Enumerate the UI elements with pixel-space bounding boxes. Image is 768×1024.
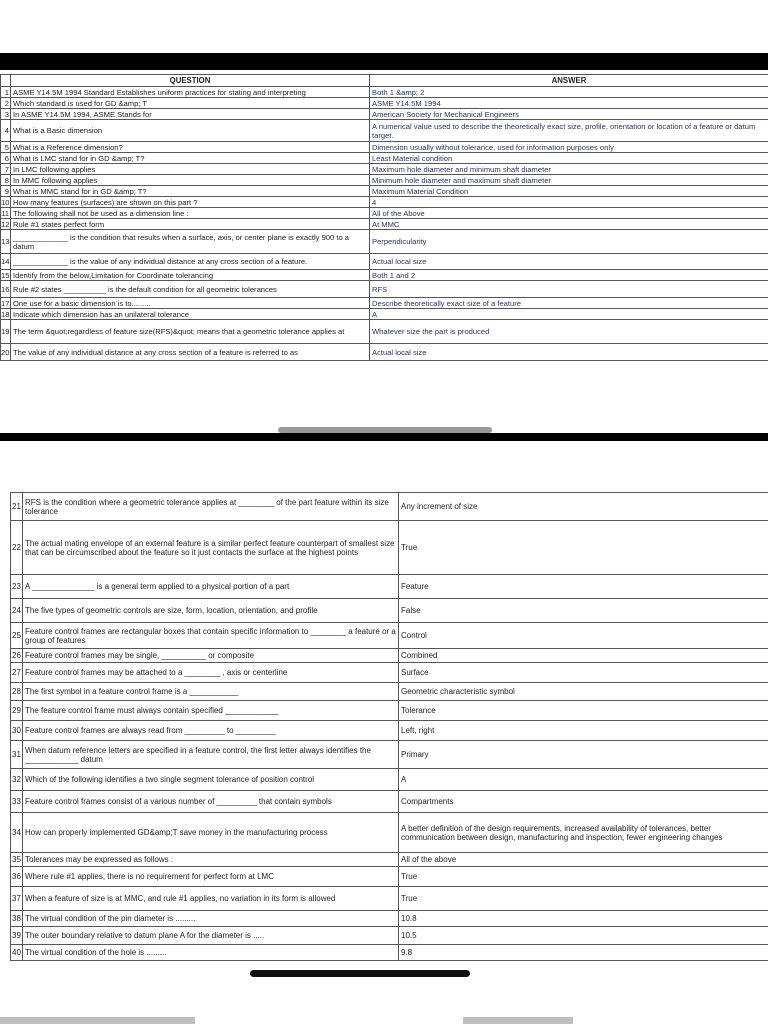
answer-cell: Maximum hole diameter and minimum shaft diameter (370, 164, 768, 175)
answer-cell: Control (399, 623, 768, 649)
top-black-bar (0, 53, 768, 70)
answer-cell: True (399, 521, 768, 575)
row-number: 33 (11, 791, 23, 813)
answer-cell: Maximum Material Condition (370, 186, 768, 197)
answer-cell: Whatever size the part is produced (370, 320, 768, 344)
answer-cell: Actual local size (370, 254, 768, 270)
question-cell: _____________ is the condition that results when a surface, axis, or center plane is exactly 900 to a datum (11, 230, 370, 254)
answer-cell: A (370, 309, 768, 320)
home-indicator-bar[interactable] (250, 970, 470, 977)
table-row (1, 309, 768, 320)
table-header-row (1, 75, 768, 87)
answer-cell: Any increment of size (399, 493, 768, 521)
row-number: 16 (1, 281, 11, 298)
question-cell: In ASME Y14.5M 1994, ASME Stands for (11, 109, 370, 120)
table-row (11, 721, 768, 741)
answer-cell: False (399, 599, 768, 623)
answer-cell: Dimension usually without tolerance, used for information purposes only (370, 142, 768, 153)
row-number: 26 (11, 649, 23, 663)
answer-cell: Feature (399, 575, 768, 599)
question-cell: The feature control frame must always contain specified ____________ (23, 701, 399, 721)
question-cell: Rule #1 states perfect form (11, 219, 370, 230)
question-cell: When datum reference letters are specified in a feature control, the first letter always identifies the ____________ datum (23, 741, 399, 769)
row-number: 36 (11, 867, 23, 887)
question-cell: The five types of geometric controls are size, form, location, orientation, and profile (23, 599, 399, 623)
row-number: 31 (11, 741, 23, 769)
question-cell: The virtual condition of the pin diameter is ......... (23, 911, 399, 927)
table-row (11, 599, 768, 623)
table-row (11, 683, 768, 701)
answer-cell: At MMC (370, 219, 768, 230)
table-row (11, 521, 768, 575)
table-row (1, 109, 768, 120)
question-cell: Identify from the below,Limitation for Coordinate tolerancing (11, 270, 370, 281)
row-number: 37 (11, 887, 23, 911)
cut-off-text-left (0, 1017, 195, 1024)
question-cell: The first symbol in a feature control frame is a ___________ (23, 683, 399, 701)
row-number: 28 (11, 683, 23, 701)
answer-cell: Tolerance (399, 701, 768, 721)
qa-table-part-1 (0, 74, 768, 361)
question-cell: The virtual condition of the hole is ......... (23, 945, 399, 961)
header-answer: ANSWER (370, 75, 768, 87)
question-cell: Which of the following identifies a two single segment tolerance of position control (23, 769, 399, 791)
question-cell: One use for a basic dimension is to......... (11, 298, 370, 309)
row-number: 38 (11, 911, 23, 927)
table-row (1, 208, 768, 219)
answer-cell: All of the above (399, 853, 768, 867)
answer-cell: Combined (399, 649, 768, 663)
row-number: 39 (11, 927, 23, 945)
row-number: 15 (1, 270, 10, 280)
answer-cell: Actual local size (370, 344, 768, 361)
row-number: 30 (11, 721, 23, 741)
answer-cell: Describe theoretically exact size of a feature (370, 298, 768, 309)
answer-cell: A (399, 769, 768, 791)
row-number: 3 (1, 109, 11, 120)
question-cell: _____________ is the value of any individual distance at any cross section of a feature. (11, 254, 370, 270)
table-row (11, 853, 768, 867)
answer-cell: A numerical value used to describe the theoretically exact size, profile, orientation or location of a feature or datum target. (370, 120, 768, 142)
row-number: 25 (11, 623, 23, 649)
row-number: 14 (1, 254, 11, 270)
row-number: 27 (11, 663, 23, 683)
table-row (11, 945, 768, 961)
question-cell: The outer boundary relative to datum plane A for the diameter is ..... (23, 927, 399, 945)
row-number: 6 (1, 153, 11, 164)
table-row (1, 153, 768, 164)
header-number (1, 75, 11, 87)
table-row (1, 87, 768, 98)
table-row (11, 911, 768, 927)
question-cell: What is a Reference dimension? (11, 142, 370, 153)
row-number: 40 (11, 945, 23, 961)
row-number: 8 (1, 175, 11, 186)
answer-cell: Left, right (399, 721, 768, 741)
row-number: 24 (11, 599, 23, 623)
question-cell: The value of any individual distance at any cross section of a feature is referred to as (11, 344, 370, 361)
answer-cell: 4 (370, 197, 768, 208)
table-row (1, 98, 768, 109)
header-question: QUESTION (11, 75, 370, 87)
answer-cell: Geometric characteristic symbol (399, 683, 768, 701)
question-cell: Feature control frames may be single, __________ or composite (23, 649, 399, 663)
answer-cell: Surface (399, 663, 768, 683)
table-row (11, 887, 768, 911)
question-cell: Feature control frames consist of a various number of _________ that contain symbols (23, 791, 399, 813)
question-cell: Where rule #1 applies, there is no requirement for perfect form at LMC (23, 867, 399, 887)
row-number: 18 (1, 309, 10, 319)
table-row (1, 120, 768, 142)
answer-cell: Compartments (399, 791, 768, 813)
table-row (11, 741, 768, 769)
question-cell: Rule #2 states __________ is the default condition for all geometric tolerances (11, 281, 370, 298)
table-row (1, 175, 768, 186)
question-cell: Feature control frames may be attached to a ________ , axis or centerline (23, 663, 399, 683)
row-number: 22 (11, 521, 23, 575)
question-cell: How can properly implemented GD&amp;T save money in the manufacturing process (23, 813, 399, 853)
answer-cell: Least Material condition (370, 153, 768, 164)
row-number: 2 (1, 98, 11, 109)
answer-cell: 10.5 (399, 927, 768, 945)
row-number: 17 (1, 298, 10, 308)
row-number: 23 (11, 575, 23, 599)
row-number: 13 (1, 230, 11, 254)
question-cell: Which standard is used for GD &amp; T (11, 98, 370, 109)
table-row (1, 142, 768, 153)
table-row (1, 219, 768, 230)
question-cell: The actual mating envelope of an external feature is a similar perfect feature counterpart of smallest size that can be circumscribed about the feature so it just contacts the surface at the highest points (23, 521, 399, 575)
table-row (11, 649, 768, 663)
answer-cell: RFS (370, 281, 768, 298)
table-row (1, 197, 768, 208)
row-number: 11 (1, 208, 9, 218)
row-number: 7 (1, 164, 11, 175)
question-cell: A ______________ is a general term applied to a physical portion of a part (23, 575, 399, 599)
row-number: 12 (1, 219, 10, 229)
row-number: 4 (1, 120, 11, 142)
row-number: 34 (11, 813, 23, 853)
table-row (1, 298, 768, 309)
answer-cell: 9.8 (399, 945, 768, 961)
table-row (11, 769, 768, 791)
row-number: 21 (11, 493, 23, 521)
question-cell: Feature control frames are always read from _________ to _________ (23, 721, 399, 741)
question-cell: What is a Basic dimension (11, 120, 370, 142)
answer-cell: All of the Above (370, 208, 768, 219)
answer-cell: A better definition of the design requirements, increased availability of tolerances, better communication between design, manufacturing and inspection, fewer engineering changes (399, 813, 768, 853)
answer-cell: Minimum hole diameter and maximum shaft diameter (370, 175, 768, 186)
question-cell: What is LMC stand for in GD &amp; T? (11, 153, 370, 164)
row-number: 32 (11, 769, 23, 791)
question-cell: Feature control frames are rectangular boxes that contain specific information to ________ a feature or a group of features (23, 623, 399, 649)
table-row (1, 344, 768, 361)
table-row (11, 927, 768, 945)
table-row (11, 813, 768, 853)
table-row (11, 867, 768, 887)
question-cell: The term &quot;regardless of feature size(RFS)&quot; means that a geometric tolerance applies at (11, 320, 370, 344)
table-row (11, 663, 768, 683)
question-cell: RFS is the condition where a geometric tolerance applies at ________ of the part feature within its size tolerance (23, 493, 399, 521)
row-number: 9 (1, 186, 11, 197)
row-number: 20 (1, 344, 11, 361)
answer-cell: American Society for Mechanical Engineers (370, 109, 768, 120)
cut-off-text-right (463, 1017, 573, 1024)
row-number: 35 (11, 853, 23, 867)
row-number: 19 (1, 320, 11, 344)
answer-cell: ASME Y14.5M 1994 (370, 98, 768, 109)
row-number: 5 (1, 142, 11, 153)
row-number: 29 (11, 701, 23, 721)
table-row (1, 281, 768, 298)
table-row (11, 791, 768, 813)
question-cell: Tolerances may be expressed as follows : (23, 853, 399, 867)
question-cell: In MMC following applies (11, 175, 370, 186)
table-row (1, 270, 768, 281)
question-cell: Indicate which dimension has an unilateral tolerance (11, 309, 370, 320)
table-row (1, 164, 768, 175)
table-row (11, 623, 768, 649)
answer-cell: 10.8 (399, 911, 768, 927)
table-row (1, 186, 768, 197)
question-cell: In LMC following applies (11, 164, 370, 175)
table-row (1, 320, 768, 344)
question-cell: ASME Y14.5M 1994 Standard Establishes uniform practices for stating and interpreting (11, 87, 370, 98)
answer-cell: Primary (399, 741, 768, 769)
row-number: 1 (1, 87, 11, 98)
answer-cell: Perpendicularity (370, 230, 768, 254)
middle-black-bar (0, 433, 768, 441)
table-row (11, 701, 768, 721)
table-row (11, 575, 768, 599)
answer-cell: Both 1 and 2 (370, 270, 768, 281)
question-cell: The following shall not be used as a dimension line : (11, 208, 370, 219)
table-row (1, 254, 768, 270)
question-cell: When a feature of size is at MMC, and rule #1 applies, no variation in its form is allowed (23, 887, 399, 911)
question-cell: How many features (surfaces) are shown on this part ? (11, 197, 370, 208)
row-number: 10 (1, 197, 10, 207)
table-row (11, 493, 768, 521)
answer-cell: True (399, 867, 768, 887)
answer-cell: Both 1 &amp; 2 (370, 87, 768, 98)
question-cell: What is MMC stand for in GD &amp; T? (11, 186, 370, 197)
answer-cell: True (399, 887, 768, 911)
table-row (1, 230, 768, 254)
qa-table-part-2 (10, 492, 768, 961)
